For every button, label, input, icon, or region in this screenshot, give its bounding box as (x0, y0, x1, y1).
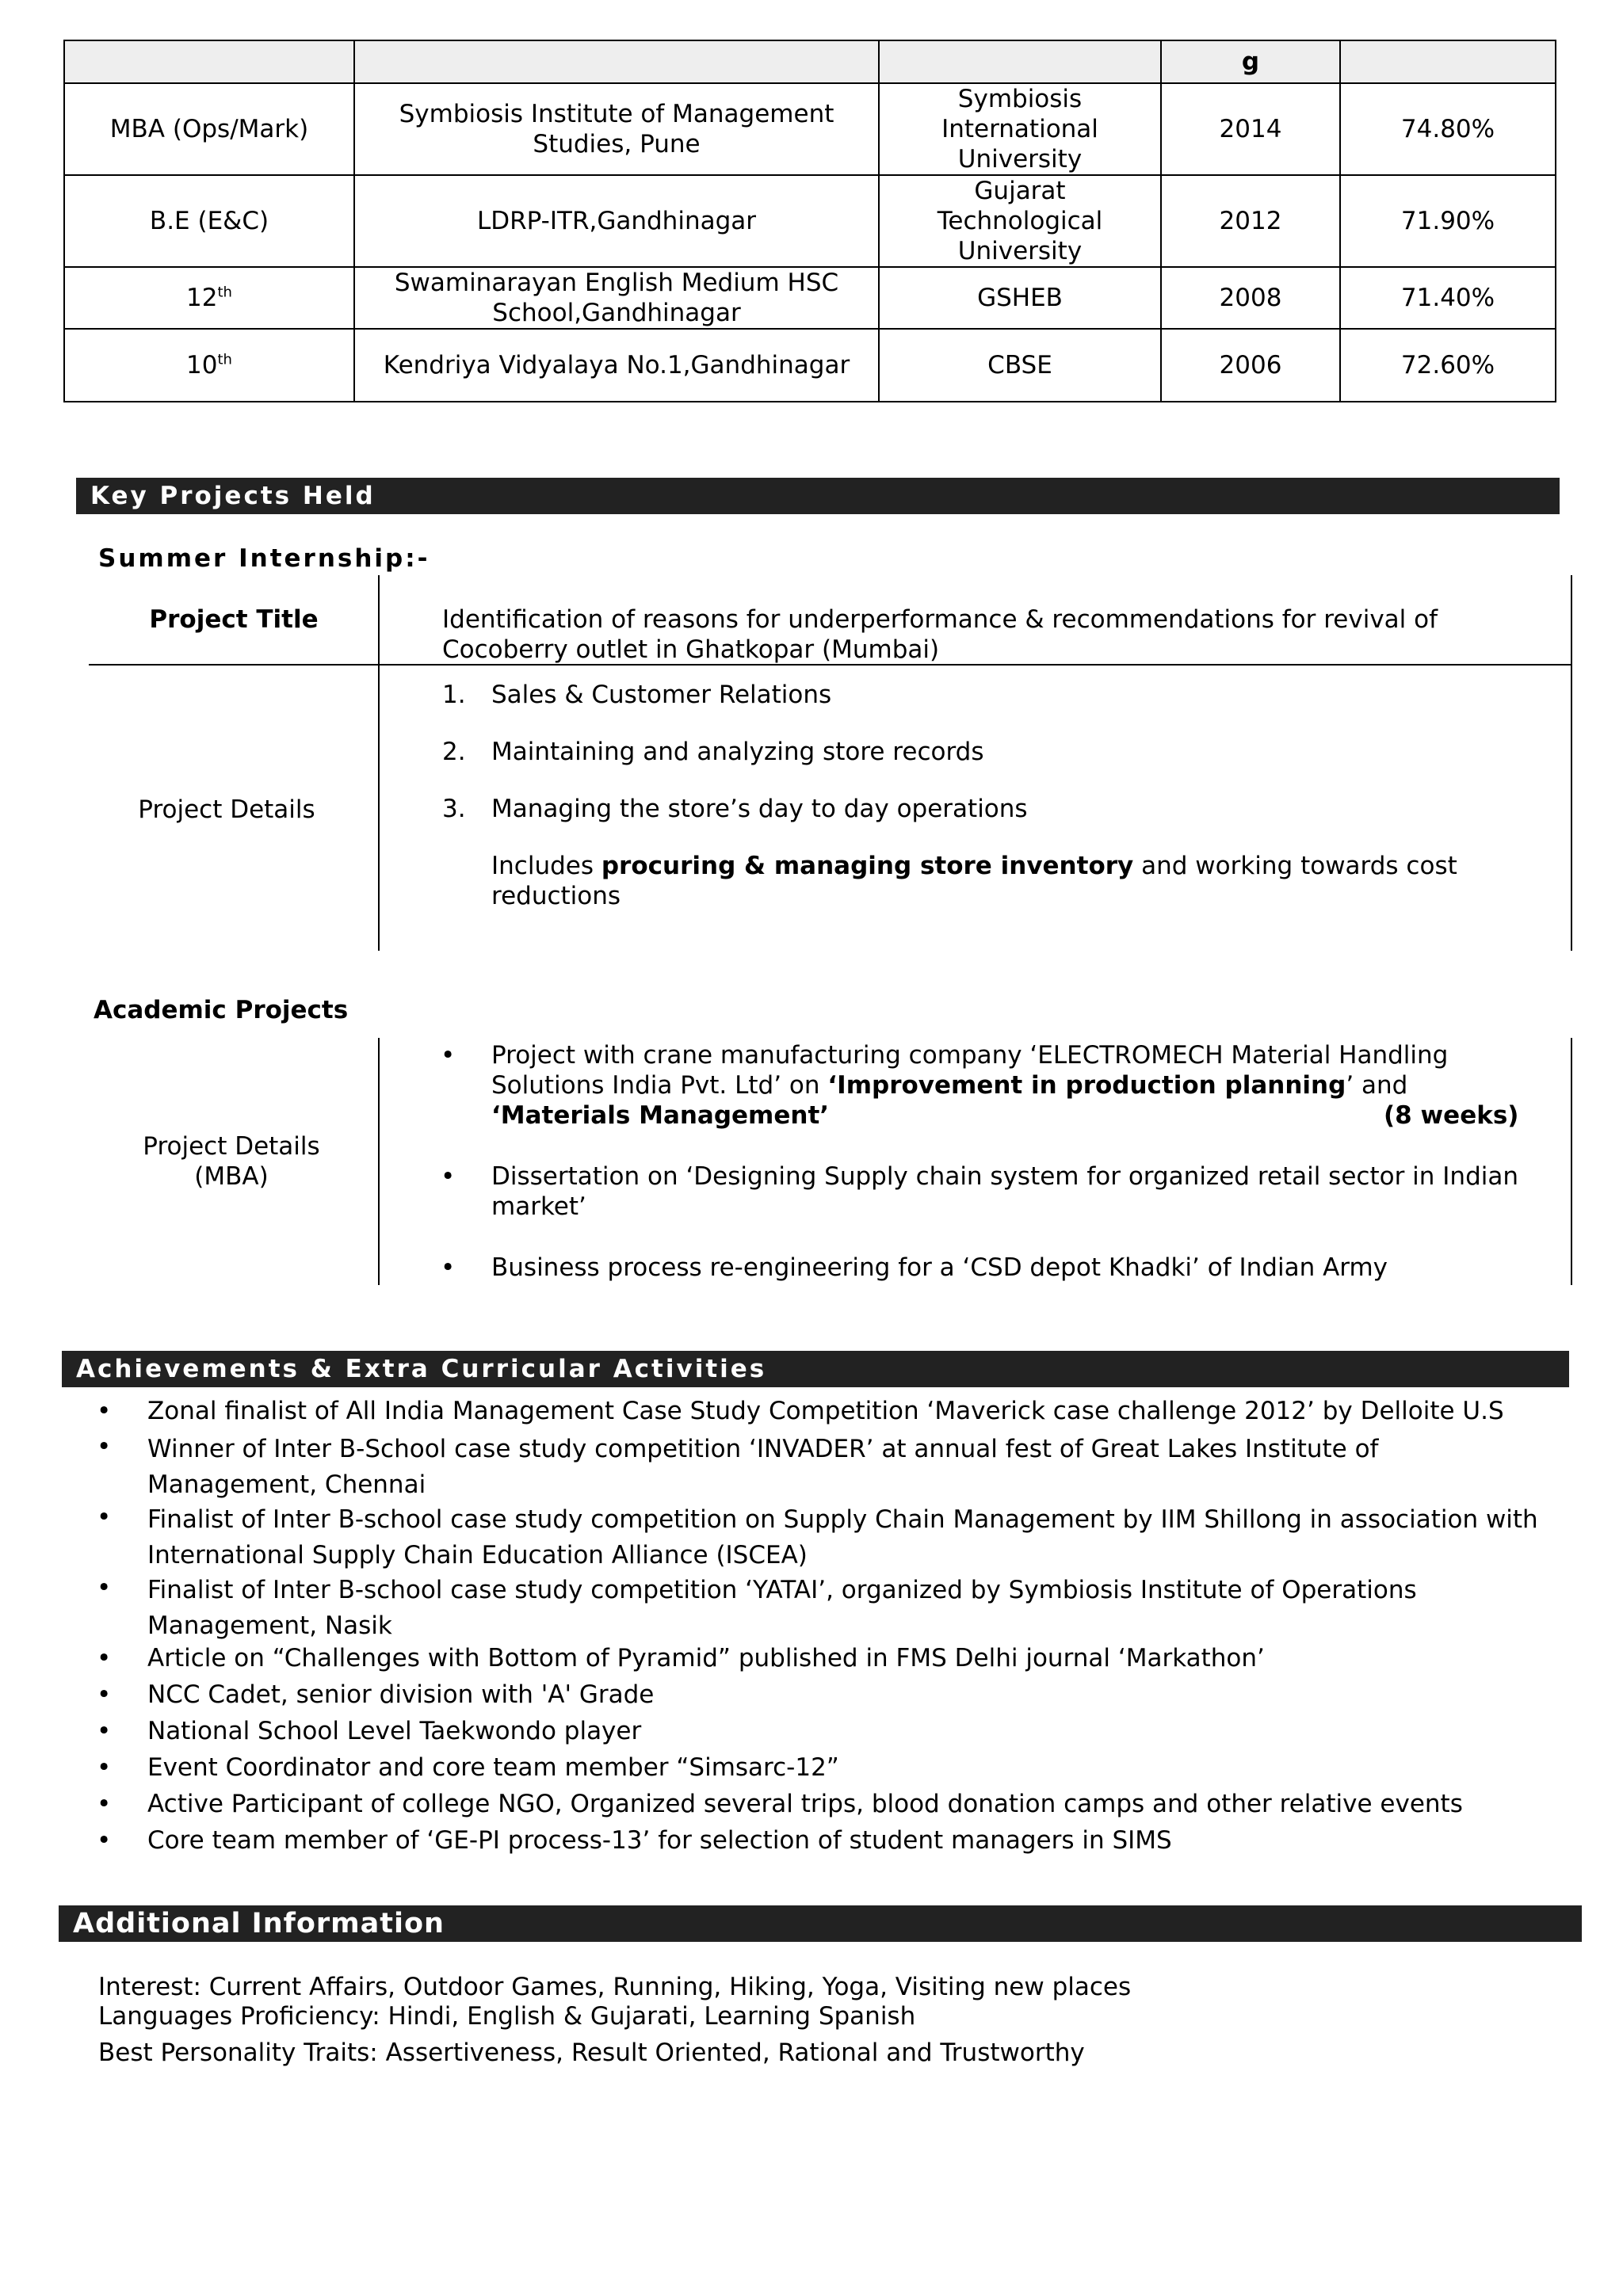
score-cell: 74.80% (1340, 83, 1556, 175)
header-cell (879, 40, 1161, 83)
list-text: Sales & Customer Relations (491, 681, 832, 709)
list-text: Article on “Challenges with Bottom of Pyramid” published in FMS Delhi journal ‘Markathon’ (147, 1644, 1265, 1672)
header-cell: g (1161, 40, 1340, 83)
bullet-icon: • (97, 1753, 112, 1782)
degree-superscript: th (217, 351, 232, 368)
list-text: National School Level Taekwondo player (147, 1717, 642, 1745)
academic-divider-vertical (378, 1038, 380, 1285)
academic-text: Project with crane manufacturing company ‘ELECTROMECH Material Handling Solutions India Pvt. Ltd’ on (491, 1041, 1449, 1100)
traits-text: Best Personality Traits: Assertiveness, Result Oriented, Rational and Trustworthy (98, 2039, 1085, 2067)
year-cell: 2014 (1161, 83, 1340, 175)
degree-text: 10 (186, 351, 218, 379)
board-cell: CBSE (879, 329, 1161, 402)
includes-prefix: Includes (491, 852, 601, 880)
interest-text: Interest: Current Affairs, Outdoor Games, Running, Hiking, Yoga, Visiting new places (98, 1973, 1132, 2001)
bullet-icon: • (441, 1041, 456, 1070)
academic-text: ’ and (1346, 1071, 1408, 1100)
year-cell: 2012 (1161, 175, 1340, 267)
header-cell (1340, 40, 1556, 83)
table-row (64, 175, 1556, 267)
list-text: Core team member of ‘GE-PI process-13’ for selection of student managers in SIMS (147, 1826, 1172, 1855)
board-cell: GSHEB (879, 267, 1161, 329)
score-cell: 72.60% (1340, 329, 1556, 402)
academic-bold: ‘Improvement in production planning (827, 1071, 1346, 1100)
academic-item (441, 1161, 1566, 1225)
education-table (63, 40, 1556, 402)
list-text: NCC Cadet, senior division with 'A' Grade (147, 1680, 655, 1709)
degree-cell: B.E (E&C) (64, 175, 354, 267)
includes-suffix: and working towards cost reductions (491, 852, 1457, 910)
list-number: 2. (442, 738, 466, 766)
table-row (64, 267, 1556, 329)
project-title-text: Identification of reasons for underperformance & recommendations for revival of Cocoberry outlet in Ghatkopar (Mumbai) (442, 605, 1438, 664)
institute-cell: Symbiosis Institute of Management Studies, Pune (354, 83, 879, 175)
score-cell: 71.90% (1340, 175, 1556, 267)
header-cell (64, 40, 354, 83)
bullet-icon: • (97, 1397, 112, 1425)
list-text: Managing the store’s day to day operations (491, 795, 1028, 823)
institute-cell: Kendriya Vidyalaya No.1,Gandhinagar (354, 329, 879, 402)
academic-item (441, 1253, 1566, 1284)
list-text: Active Participant of college NGO, Organized several trips, blood donation camps and other relative events (147, 1790, 1463, 1818)
academic-border-right (1571, 1038, 1572, 1285)
achievements-heading: Achievements & Extra Curricular Activities (62, 1351, 1569, 1387)
table-header-row (64, 40, 1556, 83)
degree-cell (64, 329, 354, 402)
academic-duration: (8 weeks) (1384, 1101, 1519, 1130)
list-text: Maintaining and analyzing store records (491, 738, 984, 766)
year-cell: 2006 (1161, 329, 1340, 402)
additional-info-heading: Additional Information (59, 1905, 1582, 1942)
board-cell: Symbiosis International University (879, 83, 1161, 175)
bullet-icon: • (97, 1790, 112, 1818)
list-number: 3. (442, 795, 466, 823)
summer-internship-heading: Summer Internship:- (98, 544, 430, 573)
degree-cell: MBA (Ops/Mark) (64, 83, 354, 175)
bullet-icon: • (97, 1503, 112, 1531)
bullet-icon: • (441, 1162, 456, 1191)
bullet-icon: • (97, 1432, 112, 1461)
academic-item (441, 1040, 1566, 1135)
includes-text (491, 851, 1545, 911)
key-projects-heading: Key Projects Held (76, 478, 1560, 514)
academic-text: Business process re-engineering for a ‘CSD depot Khadki’ of Indian Army (491, 1253, 1388, 1282)
year-cell: 2008 (1161, 267, 1340, 329)
project-title-label: Project Title (149, 605, 319, 634)
degree-superscript: th (217, 284, 232, 301)
header-cell (354, 40, 879, 83)
list-text: Finalist of Inter B-school case study competition ‘YATAI’, organized by Symbiosis Institute of Operations Management, Nasik (147, 1576, 1417, 1640)
academic-text: Dissertation on ‘Designing Supply chain system for organized retail sector in Indian market’ (491, 1162, 1519, 1221)
summer-border-right (1571, 575, 1572, 951)
list-number: 1. (442, 681, 466, 709)
degree-cell (64, 267, 354, 329)
score-cell: 71.40% (1340, 267, 1556, 329)
languages-text: Languages Proficiency: Hindi, English & Gujarati, Learning Spanish (98, 2002, 916, 2031)
bullet-icon: • (97, 1644, 112, 1672)
includes-bold: procuring & managing store inventory (601, 852, 1134, 880)
institute-cell: LDRP-ITR,Gandhinagar (354, 175, 879, 267)
table-row (64, 83, 1556, 175)
academic-bold: ‘Materials Management’ (491, 1101, 830, 1130)
table-row (64, 329, 1556, 402)
bullet-icon: • (97, 1573, 112, 1602)
bullet-icon: • (97, 1680, 112, 1709)
degree-text: 12 (186, 284, 218, 312)
list-text: Zonal finalist of All India Management Case Study Competition ‘Maverick case challenge 2012’ by Delloite U.S (147, 1397, 1504, 1425)
list-text: Winner of Inter B-School case study competition ‘INVADER’ at annual fest of Great Lakes Institute of Management, Chennai (147, 1435, 1379, 1499)
institute-cell: Swaminarayan English Medium HSC School,Gandhinagar (354, 267, 879, 329)
academic-details-label: Project Details (MBA) (143, 1132, 320, 1191)
bullet-icon: • (97, 1717, 112, 1745)
bullet-icon: • (97, 1826, 112, 1855)
list-text: Event Coordinator and core team member “Simsarc-12” (147, 1753, 839, 1782)
project-details-label: Project Details (138, 795, 315, 824)
academic-projects-heading: Academic Projects (94, 996, 349, 1024)
board-cell: Gujarat Technological University (879, 175, 1161, 267)
list-text: Finalist of Inter B-school case study competition on Supply Chain Management by IIM Shillong in association with International Supply Chain Education Alliance (ISCEA) (147, 1505, 1538, 1569)
bullet-icon: • (441, 1253, 456, 1282)
